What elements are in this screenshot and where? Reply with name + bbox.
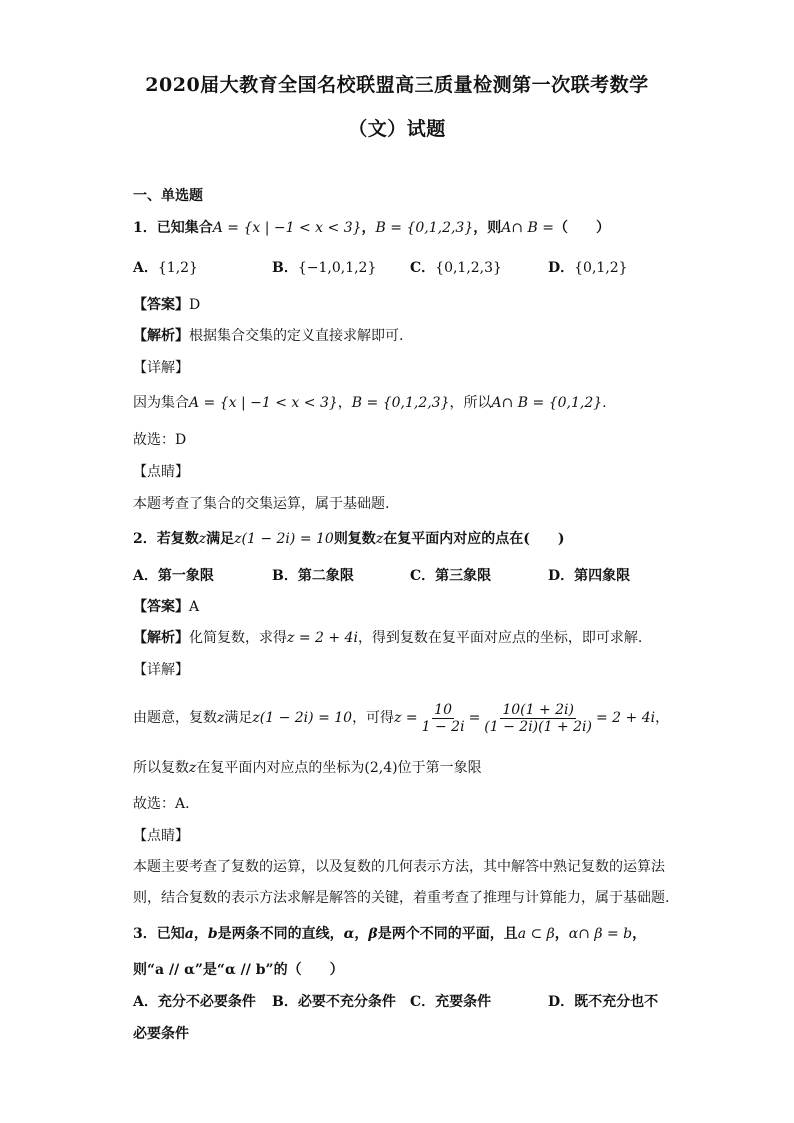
q1-answer-tag: 【答案】 xyxy=(133,297,189,313)
q1-detail-prefix: 因为集合 xyxy=(133,395,189,411)
q1-analysis-text: 根据集合交集的定义直接求解即可. xyxy=(189,328,404,344)
q2-z-2: z xyxy=(375,531,384,547)
q3-line1-end: ， xyxy=(632,926,647,942)
q1-option-b-label: B． xyxy=(272,260,298,276)
q3-cond-sep: ， xyxy=(554,926,569,942)
q3-b: b xyxy=(207,926,218,942)
q1-detail-sep: ， xyxy=(337,395,352,411)
q1-detail-mid: ，所以 xyxy=(449,395,492,411)
exam-title-line2: （文）试题 xyxy=(348,118,446,140)
q2-analysis xyxy=(133,628,642,648)
q3-option-d-line2: 必要条件 xyxy=(133,1026,189,1042)
q1-analysis xyxy=(133,326,403,346)
q2-detail-cond: z(1 − 2i) = 10 xyxy=(252,710,353,726)
q1-set-b: B = {0,1,2,3} xyxy=(375,220,474,236)
q2-detail-rhs: = 2 + 4i xyxy=(596,710,656,726)
q2-fraction-1-den: 1 − 2i xyxy=(421,718,465,735)
q2-analysis-end: ，得到复数在复平面对应点的坐标，即可求解. xyxy=(357,630,643,646)
q1-sep: ， xyxy=(361,220,376,236)
q1-option-c-value: {0,1,2,3} xyxy=(435,260,502,276)
q2-stem-prefix: 2．若复数 xyxy=(133,531,199,547)
q2-detail-lhs: z = xyxy=(394,710,418,726)
q2-coord-prefix: 所以复数 xyxy=(133,760,189,776)
q1-option-c xyxy=(410,258,502,278)
q2-detail xyxy=(133,700,669,736)
q3-beta: β xyxy=(368,926,378,942)
q3-a: a xyxy=(184,926,194,942)
q1-option-c-label: C． xyxy=(410,260,436,276)
q2-detail-eq: = xyxy=(468,710,481,726)
q1-expr: A∩ B = xyxy=(501,220,555,236)
q1-stem-end: （ ） xyxy=(554,220,611,236)
q2-fraction-2 xyxy=(482,702,594,735)
section-heading: 一、单选题 xyxy=(133,188,203,204)
q2-option-a: A．第一象限 xyxy=(133,568,214,584)
q2-fraction-1 xyxy=(420,702,467,735)
q3-sep1: ， xyxy=(193,926,208,942)
q3-mid2: 是两个不同的平面，且 xyxy=(377,926,518,942)
q3-mid1: 是两条不同的直线， xyxy=(217,926,344,942)
q1-comment: 本题考查了集合的交集运算，属于基础题. xyxy=(133,496,390,512)
q2-analysis-expr: z = 2 + 4i xyxy=(287,630,358,646)
q1-stem-mid: ，则 xyxy=(473,220,502,236)
q2-option-d: D．第四象限 xyxy=(548,568,631,584)
q2-stem-end: 在复平面内对应的点在( ) xyxy=(383,531,565,547)
q2-detail-end: ， xyxy=(655,710,670,726)
q1-option-d xyxy=(548,258,628,278)
q1-choice: 故选：D xyxy=(133,432,187,448)
q1-option-a xyxy=(133,258,198,278)
q2-detail-z: z xyxy=(217,710,225,726)
q2-comment-line1: 本题主要考查了复数的运算，以及复数的几何表示方法，其中解答中熟记复数的运算法 xyxy=(133,859,665,875)
q2-detail-mid1: 满足 xyxy=(224,710,253,726)
q1-detail-set-a: A = {x | −1 < x < 3} xyxy=(189,395,338,411)
q2-choice: 故选：A. xyxy=(133,796,190,812)
q3-option-d-line1: D．既不充分也不 xyxy=(548,994,659,1010)
q2-coord-z: z xyxy=(189,760,197,776)
q2-detail-mid2: ，可得 xyxy=(352,710,395,726)
q2-fraction-1-num: 10 xyxy=(434,701,452,718)
q1-stem-prefix: 1．已知集合 xyxy=(133,220,213,236)
q3-stem-line2: 则“a // α”是“α // b”的（ ） xyxy=(133,962,344,978)
q2-detail-prefix: 由题意，复数 xyxy=(133,710,217,726)
q1-option-a-label: A． xyxy=(133,260,158,276)
q1-comment-tag: 【点睛】 xyxy=(133,464,189,480)
q3-cond2: α∩ β = b xyxy=(568,926,633,942)
q1-stem xyxy=(133,218,610,238)
q2-option-c: C．第三象限 xyxy=(410,568,492,584)
q2-coord-mid: 在复平面内对应点的坐标为 xyxy=(196,760,365,776)
q1-option-a-value: {1,2} xyxy=(157,260,198,276)
q2-comment-line2: 则，结合复数的表示方法求解是解答的关键，着重考查了推理与计算能力，属于基础题. xyxy=(133,890,670,906)
q2-coordinate xyxy=(133,758,482,778)
q2-answer xyxy=(133,597,199,617)
q1-answer xyxy=(133,295,200,315)
q2-comment-tag: 【点睛】 xyxy=(133,828,189,844)
q2-z: z xyxy=(198,531,207,547)
q1-option-b-value: {−1,0,1,2} xyxy=(297,260,377,276)
q1-detail-end: . xyxy=(602,395,607,411)
q2-stem-mid2: 则复数 xyxy=(333,531,376,547)
q1-detail xyxy=(133,393,607,413)
q2-fraction-2-num: 10(1 + 2i) xyxy=(502,701,574,718)
exam-title-line1: 2020届大教育全国名校联盟高三质量检测第一次联考数学 xyxy=(145,74,649,96)
q3-alpha: α xyxy=(343,926,355,942)
q2-analysis-prefix: 化简复数，求得 xyxy=(189,630,287,646)
q1-answer-value: D xyxy=(189,297,201,313)
q2-coord-value: (2,4) xyxy=(364,760,398,776)
q3-option-a: A．充分不必要条件 xyxy=(133,994,256,1010)
q2-stem xyxy=(133,529,564,549)
q2-coord-end: 位于第一象限 xyxy=(397,760,482,776)
q1-option-d-value: {0,1,2} xyxy=(574,260,628,276)
q3-cond1: a ⊂ β xyxy=(517,926,555,942)
q3-stem-line1 xyxy=(133,924,646,944)
q2-analysis-tag: 【解析】 xyxy=(133,630,189,646)
q1-detail-result: A∩ B = {0,1,2} xyxy=(491,395,603,411)
q2-answer-tag: 【答案】 xyxy=(133,599,189,615)
q2-fraction-2-den: (1 − 2i)(1 + 2i) xyxy=(484,718,592,735)
q2-stem-mid1: 满足 xyxy=(206,531,235,547)
q1-detail-set-b: B = {0,1,2,3} xyxy=(351,395,450,411)
q3-option-c: C．充要条件 xyxy=(410,994,492,1010)
q1-analysis-tag: 【解析】 xyxy=(133,328,189,344)
q1-option-d-label: D． xyxy=(548,260,575,276)
q3-sep2: ， xyxy=(354,926,369,942)
q2-option-b: B．第二象限 xyxy=(272,568,354,584)
q1-option-b xyxy=(272,258,376,278)
q2-condition: z(1 − 2i) = 10 xyxy=(234,531,334,547)
q2-answer-value: A xyxy=(189,599,200,615)
q2-detail-tag: 【详解】 xyxy=(133,662,189,678)
q3-option-b: B．必要不充分条件 xyxy=(272,994,396,1010)
q1-detail-tag: 【详解】 xyxy=(133,360,189,376)
q1-set-a: A = {x | −1 < x < 3} xyxy=(212,220,362,236)
q3-stem-prefix: 3．已知 xyxy=(133,926,185,942)
